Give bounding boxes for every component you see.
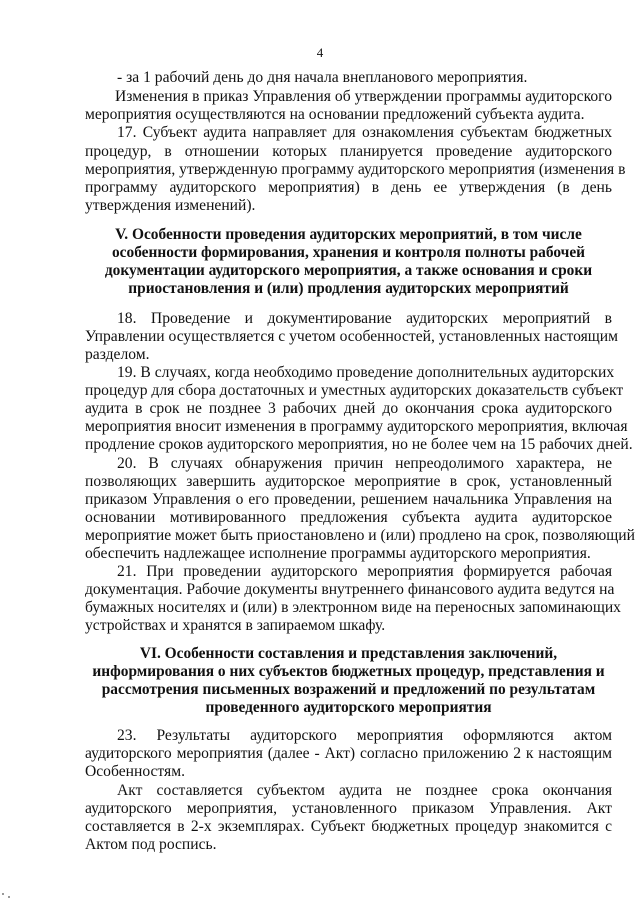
paragraph-21-line: документация. Рабочие документы внутреннего финансового аудита ведутся на [85,581,615,598]
scan-artifact [8,896,10,898]
paragraph-21-line: 21. При проведении аудиторского мероприятия формируется рабочая [117,563,612,580]
paragraph-18-line: 18. Проведение и документирование аудиторских мероприятий в [117,310,612,327]
section-vi-heading: VI. Особенности составления и представления заключений, [139,645,558,662]
paragraph-17-line: 17. Субъект аудита направляет для ознакомления субъектам бюджетных [117,124,612,141]
paragraph-21-line: бумажных носителях и (или) в электронном виде на переносных запоминающих [85,599,621,616]
paragraph-23-line: 23. Результаты аудиторского мероприятия оформляются актом [117,727,612,744]
paragraph-17-line: процедур, в отношении которых планируется проведение аудиторского [85,143,612,160]
paragraph-20-line: обеспечить надлежащее исполнение программы аудиторского мероприятия. [85,545,591,562]
section-vi-heading: информирования о них субъектов бюджетных процедур, представления и [92,663,605,680]
section-vi-heading: проведенного аудиторского мероприятия [205,699,492,716]
act-paragraph-line: аудиторского мероприятия, установленного приказом Управления. Акт [85,800,612,817]
paragraph-21-line: устройствах и хранятся в запираемом шкафу. [85,617,386,634]
paragraph-23-line: аудиторского мероприятия (далее - Акт) согласно приложению 2 к настоящим [85,745,612,762]
act-paragraph-line: Актом под роспись. [85,836,217,853]
section-v-heading: V. Особенности проведения аудиторских мероприятий, в том числе [115,226,582,243]
paragraph-19-line: аудита в срок не позднее 3 рабочих дней до окончания срока аудиторского [85,400,612,417]
section-v-heading: особенности формирования, хранения и контроля полноты рабочей [111,244,586,261]
paragraph-17-line: мероприятия, утвержденную программу аудиторского мероприятия (изменения в [85,161,626,178]
section-v-heading: документации аудиторского мероприятия, а также основания и сроки [104,262,593,279]
paragraph-line: мероприятия осуществляются на основании предложений субъекта аудита. [85,106,585,123]
paragraph-19-line: процедур для сбора достаточных и уместных аудиторских доказательств субъект [85,382,624,399]
act-paragraph-line: Акт составляется субъектом аудита не позднее срока окончания [117,782,612,799]
paragraph-20-line: мероприятие может быть приостановлено и (или) продлено на срок, позволяющий [85,527,635,544]
paragraph-20-line: 20. В случаях обнаружения причин непреодолимого характера, не [117,455,612,472]
scan-artifact [2,893,4,895]
paragraph-17-line: программу аудиторского мероприятия) в день ее утверждения (в день [85,179,612,196]
paragraph-20-line: основании мотивированного предложения субъекта аудита аудиторское [85,509,612,526]
act-paragraph-line: составляется в 2-х экземплярах. Субъект бюджетных процедур знакомится с [85,818,612,835]
paragraph-18-line: Управлении осуществляется с учетом особенностей, установленных настоящим [85,328,618,345]
paragraph-20-line: приказом Управления о его проведении, решением начальника Управления на [85,491,612,508]
paragraph-19-line: продление сроков аудиторского мероприятия, но не более чем на 15 рабочих дней. [85,436,633,453]
paragraph-line: Изменения в приказ Управления об утверждении программы аудиторского [115,88,612,105]
list-item-dash: - за 1 рабочий день до дня начала внепланового мероприятия. [117,69,528,86]
paragraph-23-line: Особенностям. [85,763,185,780]
section-vi-heading: рассмотрения письменных возражений и предложений по результатам [101,681,596,698]
paragraph-17-line: утверждения изменений). [85,197,256,214]
page-number: 4 [316,45,324,60]
paragraph-20-line: позволяющих завершить аудиторское мероприятие в срок, установленный [85,473,612,490]
paragraph-19-line: 19. В случаях, когда необходимо проведение дополнительных аудиторских [117,364,615,381]
section-v-heading: приостановления и (или) продления аудиторских мероприятий [128,280,569,297]
paragraph-19-line: мероприятия вносит изменения в программу аудиторского мероприятия, включая [85,418,628,435]
paragraph-18-line: разделом. [85,346,150,363]
